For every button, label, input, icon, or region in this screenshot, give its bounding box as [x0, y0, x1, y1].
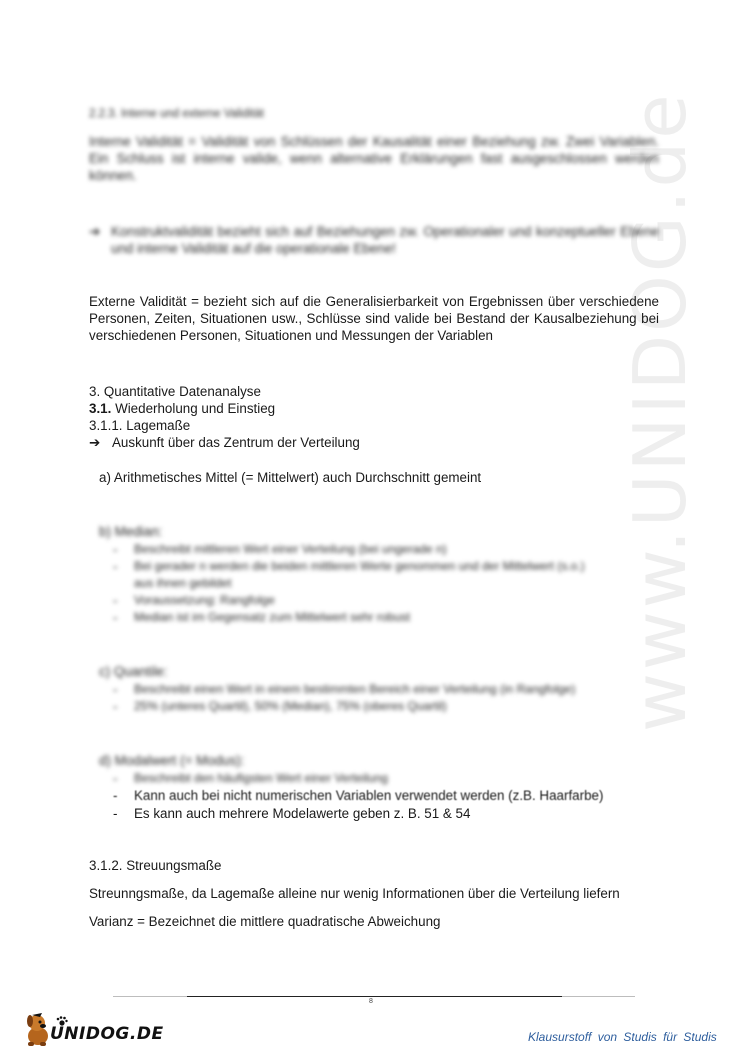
- item-d-modalwert-heading: d) Modalwert (= Modus):: [99, 753, 245, 768]
- watermark: www.UNIDOG.de: [618, 91, 702, 732]
- dash: -: [113, 771, 118, 786]
- dash: -: [113, 610, 118, 625]
- dash: -: [113, 542, 118, 557]
- footer-rule-center: [187, 996, 562, 997]
- median-item: Bei gerader n werden die beiden mittleren Werte genommen und der Mittelwert (s.o.): [134, 559, 585, 573]
- varianz-paragraph: Varianz = Bezeichnet die mittlere quadratische Abweichung: [89, 914, 441, 929]
- item-b-median-heading: b) Median:: [99, 524, 163, 539]
- externe-validitaet-paragraph: Externe Validität = bezieht sich auf die Generalisierbarkeit von Ergebnissen über verschiedene Personen, Zeiten, Situationen usw., Schlüsse sind valide bei Bestand der Kausalbeziehung bei verschiedenen Personen, Situationen und Messungen der Variablen: [89, 294, 659, 343]
- median-item: Beschreibt mittleren Wert einer Verteilung (bei ungerade n): [134, 542, 447, 556]
- unidog-logo[interactable]: [22, 1012, 164, 1048]
- section-heading-31: [89, 400, 275, 417]
- quantile-item: 25% (unteres Quartil), 50% (Median), 75% (oberes Quartil): [134, 699, 447, 713]
- section-heading-311: 3.1.1. Lagemaße: [89, 418, 191, 433]
- quantile-item: Beschreibt einen Wert in einem bestimmten Bereich einer Verteilung (in Rangfolge): [134, 682, 576, 696]
- arrow-icon: ➔: [89, 435, 101, 450]
- section-heading-312: 3.1.2. Streuungsmaße: [89, 858, 222, 873]
- streuungsmasse-paragraph: Streunngsmaße, da Lagemaße alleine nur wenig Informationen über die Verteilung liefern: [89, 886, 620, 901]
- section-31-number: 3.1.: [89, 401, 112, 416]
- konstruktvaliditaet-note: Konstruktvalidität bezieht sich auf Beziehungen zw. Operationaler und konzeptueller Ebene und interne Validität auf die operationale Ebene!: [111, 224, 659, 256]
- section-heading-223: 2.2.3. Interne und externe Validität: [89, 108, 264, 120]
- arrow-icon: ➔: [89, 224, 101, 239]
- median-item: Median ist im Gegensatz zum Mittelwert sehr robust: [134, 610, 411, 624]
- logo-text: UNIDOG.DE: [50, 1024, 164, 1044]
- dash: -: [113, 559, 118, 574]
- section-31-title: Wiederholung und Einstieg: [111, 401, 276, 416]
- dash: -: [113, 806, 118, 821]
- dash: -: [113, 699, 118, 714]
- interne-validitaet-paragraph: Interne Validität = Validität von Schlüssen der Kausalität einer Beziehung zw. Zwei Variablen. Ein Schluss ist interne valide, wenn alternative Erklärungen fast ausgeschlossen werden können.: [89, 134, 659, 183]
- dash: -: [113, 788, 118, 803]
- dash: -: [113, 593, 118, 608]
- modalwert-item-multiple: Es kann auch mehrere Modelawerte geben z. B. 51 & 54: [134, 806, 471, 821]
- auskunft-line: Auskunft über das Zentrum der Verteilung: [112, 435, 360, 450]
- median-item: Voraussetzung: Rangfolge: [134, 593, 275, 607]
- modalwert-item-numeric: Kann auch bei nicht numerischen Variablen verwendet werden (z.B. Haarfarbe): [134, 788, 604, 803]
- item-c-quantile-heading: c) Quantile:: [99, 664, 168, 679]
- item-a-arithmetisches-mittel: a) Arithmetisches Mittel (= Mittelwert) auch Durchschnitt gemeint: [99, 470, 482, 485]
- page-number: 8: [369, 998, 373, 1005]
- section-heading-3: 3. Quantitative Datenanalyse: [89, 384, 261, 399]
- modalwert-item: Beschreibt den häufigsten Wert einer Verteilung: [134, 771, 388, 785]
- footer-tagline: Klausurstoff von Studis für Studis: [528, 1030, 717, 1044]
- median-item-continuation: aus ihnen gebildet: [134, 576, 232, 590]
- dash: -: [113, 682, 118, 697]
